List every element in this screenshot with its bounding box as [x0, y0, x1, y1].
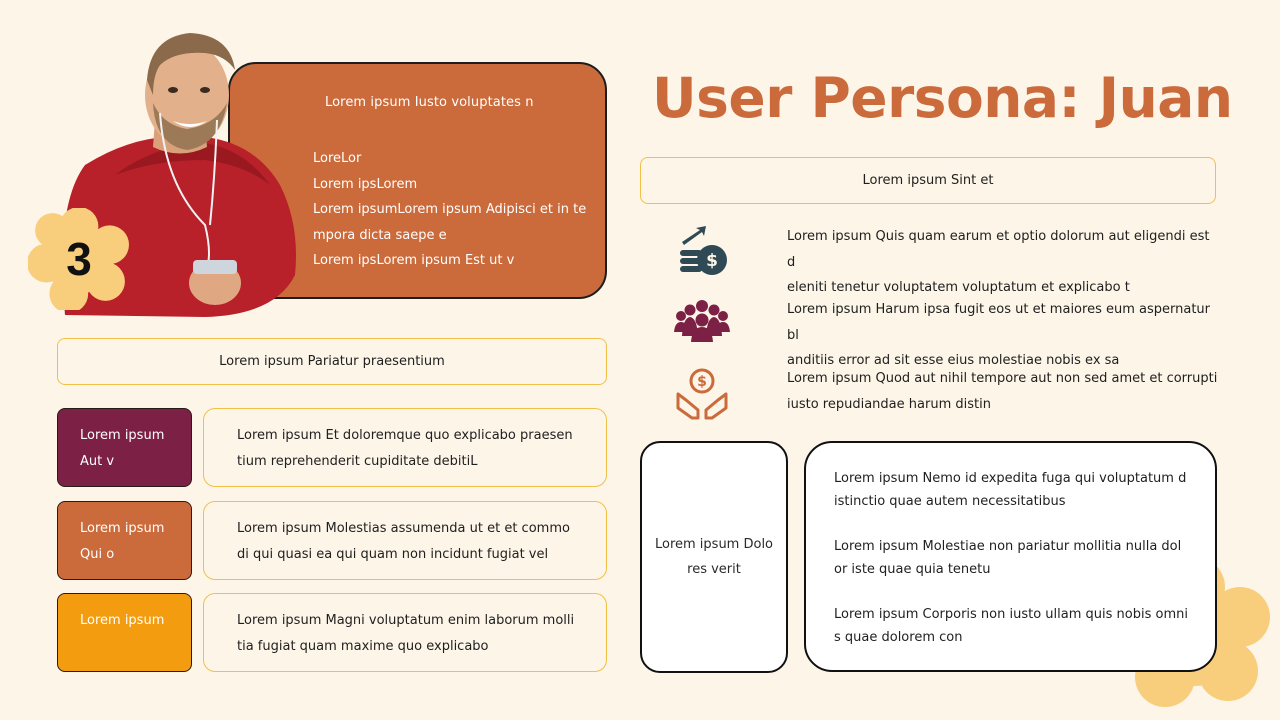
row-tag-3	[57, 593, 192, 672]
row-tag-label: Lorem ipsum Qui o	[80, 521, 165, 562]
feature-text: Lorem ipsum Quis quam earum et optio dolorum aut eligendi est d eleniti tenetur voluptatem voluptatum et explicabo t	[787, 229, 1210, 295]
right-section-header: Lorem ipsum Sint et	[640, 157, 1216, 204]
row-description-text: Lorem ipsum Molestias assumenda ut et et commo di qui quasi ea qui quam non incidunt fugiat vel	[237, 521, 570, 562]
money-growth-icon	[672, 222, 732, 282]
summary-paragraph: Lorem ipsum Molestiae non pariatur mollitia nulla dol or iste quae quia tenetu	[834, 539, 1182, 577]
group-people-icon	[672, 292, 732, 352]
summary-detail-box	[804, 441, 1217, 672]
persona-number-badge: 3	[66, 233, 92, 285]
row-description-2	[203, 501, 607, 580]
feature-text-2	[787, 297, 1219, 374]
persona-card-lines	[313, 146, 593, 274]
feature-text: Lorem ipsum Quod aut nihil tempore aut non sed amet et corrupti iusto repudiandae harum distin	[787, 371, 1218, 412]
svg-text:$: $	[706, 251, 718, 271]
row-tag-label: Lorem ipsum Aut v	[80, 428, 165, 469]
summary-paragraph: Lorem ipsum Nemo id expedita fuga qui voluptatum d istinctio quae autem necessitatibus	[834, 471, 1187, 509]
persona-card-line: Lorem ipsumLorem ipsum Adipisci et in te mpora dicta saepe e	[313, 202, 587, 243]
row-description-text: Lorem ipsum Magni voluptatum enim laborum molli tia fugiat quam maxime quo explicabo	[237, 613, 575, 654]
feature-text-3	[787, 366, 1219, 417]
persona-card-line: Lorem ipsLorem	[313, 176, 418, 192]
summary-label: Lorem ipsum Dolo res verit	[654, 536, 774, 577]
feature-text-1	[787, 224, 1219, 301]
row-description-3	[203, 593, 607, 672]
persona-card-title: Lorem ipsum Iusto voluptates n	[325, 95, 534, 110]
row-tag-1	[57, 408, 192, 487]
left-section-header: Lorem ipsum Pariatur praesentium	[57, 338, 607, 385]
row-tag-2	[57, 501, 192, 580]
persona-card-line: LoreLor	[313, 151, 362, 166]
page-title: User Persona: Juan	[652, 66, 1233, 130]
row-description-1	[203, 408, 607, 487]
summary-paragraph: Lorem ipsum Corporis non iusto ullam quis nobis omni s quae dolorem con	[834, 607, 1188, 645]
feature-text: Lorem ipsum Harum ipsa fugit eos ut et maiores eum aspernatur bl anditiis error ad sit esse eius molestiae nobis ex sa	[787, 302, 1210, 368]
coin-hands-icon	[672, 364, 732, 424]
persona-card-line: Lorem ipsLorem ipsum Est ut v	[313, 253, 515, 268]
row-description-text: Lorem ipsum Et doloremque quo explicabo praesen tium reprehenderit cupiditate debitiL	[237, 428, 573, 469]
summary-label-box	[640, 441, 788, 673]
row-tag-label: Lorem ipsum	[80, 613, 165, 628]
svg-text:$: $	[697, 374, 707, 390]
